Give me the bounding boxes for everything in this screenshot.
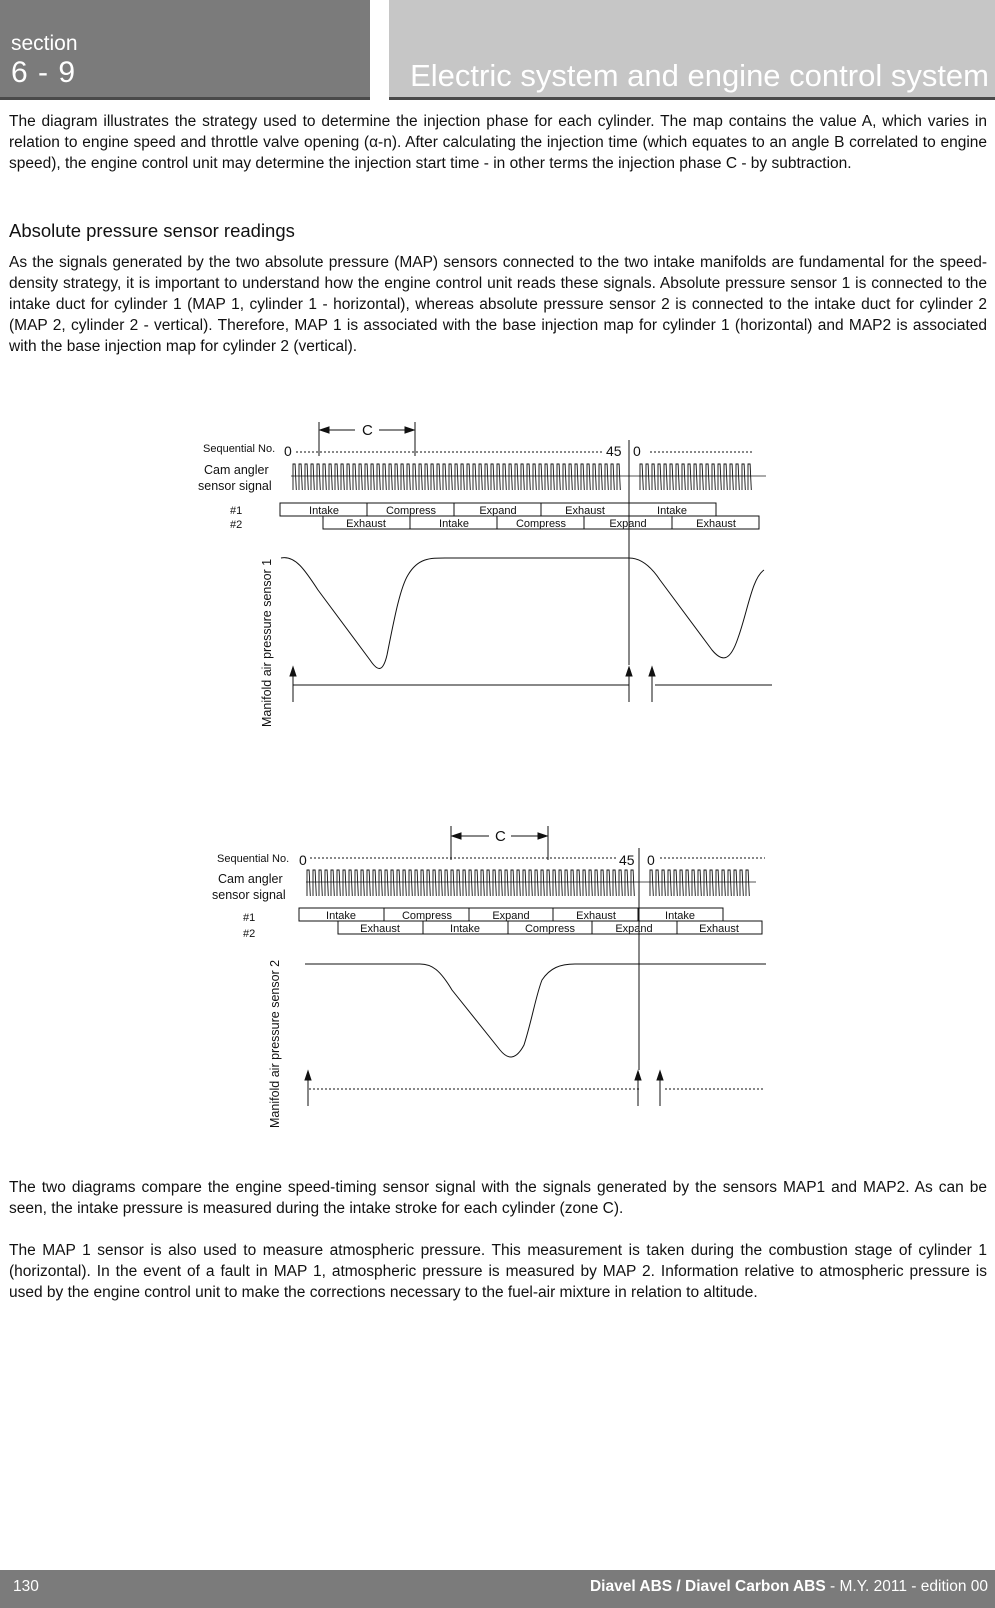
cyl1-stroke-1: Intake	[326, 910, 356, 922]
cyl2-stroke-2: Intake	[450, 923, 480, 935]
cyl1-stroke-2: Compress	[385, 505, 437, 517]
footer-model: Diavel ABS / Diavel Carbon ABS	[589, 1578, 826, 1595]
cam-teeth-group-b	[640, 464, 751, 490]
cam-teeth-group-a	[293, 464, 620, 490]
intro-paragraph: The diagram illustrates the strategy used to determine the injection phase for each cylinder. The map contains the value A, which varies in relation to engine speed and throttle valve opening (α-n). After calculating the injection time (which equates to an angle B correlated to engine speed), the engine control unit may determine the injection start time - in other terms the injection phase C - by subtraction.	[9, 113, 987, 172]
sequence-restart: 0	[647, 852, 655, 868]
cyl2-stroke-4: Expand	[615, 923, 653, 935]
sequential-label: Sequential No.	[217, 853, 290, 865]
footer-edition: - M.Y. 2011 - edition 00	[825, 1578, 988, 1595]
cyl2-stroke-4: Expand	[609, 518, 647, 530]
cyl2-stroke-1: Exhaust	[346, 518, 386, 530]
cyl2-stroke-1: Exhaust	[360, 923, 400, 935]
cam-label-line2: sensor signal	[198, 479, 272, 493]
cyl2-label: #2	[230, 519, 243, 531]
cam-signal-teeth	[640, 464, 751, 490]
sequence-start: 0	[299, 852, 307, 868]
header-rule-right	[389, 97, 995, 100]
cyl1-label: #1	[243, 912, 256, 924]
cam-label-line2: sensor signal	[212, 888, 286, 902]
cam-signal-teeth	[293, 464, 620, 490]
map2-pressure-curve	[305, 964, 766, 1057]
header-rule-left	[0, 97, 370, 100]
sequence-start: 0	[284, 443, 292, 459]
map1-timing-diagram	[0, 410, 995, 740]
cyl1-stroke-2: Compress	[401, 910, 453, 922]
cyl1-stroke-5: Intake	[665, 910, 695, 922]
c-arrowhead-left	[320, 427, 329, 433]
map1-pressure-curve	[281, 558, 764, 669]
cyl2-label: #2	[243, 928, 256, 940]
chapter-title: Electric system and engine control system	[410, 58, 989, 93]
section-heading: Absolute pressure sensor readings	[9, 220, 295, 241]
c-label: C	[362, 422, 373, 439]
cyl2-stroke-5: Exhaust	[699, 923, 739, 935]
map2-axis-label: Manifold air pressure sensor 2	[268, 959, 282, 1128]
atmospheric-paragraph: The MAP 1 sensor is also used to measure atmospheric pressure. This measurement is taken during the combustion stage of cylinder 1 (horizontal). In the event of a fault in MAP 1, atmospheric pressure is measured by MAP 2. Information relative to atmospheric pressure is used by the engine control unit to make the corrections necessary to the fuel-air mixture in relation to altitude.	[9, 1242, 987, 1301]
section-label: section	[11, 32, 78, 55]
sequence-45: 45	[606, 443, 622, 459]
cyl2-stroke-3: Compress	[515, 518, 567, 530]
cam-signal-teeth	[307, 870, 634, 896]
map1-axis-label: Manifold air pressure sensor 1	[260, 558, 274, 727]
footer-model-edition	[590, 1578, 988, 1596]
c-arrowhead-right	[405, 427, 414, 433]
cam-teeth-group-a	[307, 870, 634, 896]
c-arrowhead-left	[452, 833, 461, 839]
c-arrowhead-right	[538, 833, 547, 839]
cyl1-label: #1	[230, 505, 243, 517]
cyl1-stroke-4: Exhaust	[576, 910, 616, 922]
section-header	[0, 0, 370, 100]
cyl1-stroke-3: Expand	[479, 505, 517, 517]
c-label: C	[495, 828, 506, 845]
page-number: 130	[13, 1578, 39, 1595]
cyl2-stroke-5: Exhaust	[696, 518, 736, 530]
section-number: 6 - 9	[11, 56, 77, 89]
cyl1-stroke-4: Exhaust	[565, 505, 605, 517]
cam-teeth-group-b	[650, 870, 749, 896]
cyl2-stroke-2: Intake	[439, 518, 469, 530]
map2-timing-diagram	[0, 820, 995, 1140]
cyl2-stroke-3: Compress	[524, 923, 576, 935]
cyl1-stroke-5: Intake	[657, 505, 687, 517]
cam-signal-teeth	[650, 870, 749, 896]
sequence-45: 45	[619, 852, 635, 868]
cam-label-line1: Cam angler	[204, 463, 269, 477]
cyl1-stroke-1: Intake	[309, 505, 339, 517]
map-paragraph: As the signals generated by the two absolute pressure (MAP) sensors connected to the two intake manifolds are fundamental for the speed-density strategy, it is important to understand how the engine control unit reads these signals. Absolute pressure sensor 1 is connected to the intake duct for cylinder 1 (MAP 1, cylinder 1 - horizontal), whereas absolute pressure sensor 2 is connected to the intake duct for cylinder 2 (MAP 2, cylinder 2 - vertical). Therefore, MAP 1 is associated with the base injection map for cylinder 1 (horizontal) and MAP2 is associated with the base injection map for cylinder 2 (vertical).	[9, 254, 987, 355]
comparison-paragraph: The two diagrams compare the engine speed-timing sensor signal with the signals generated by the sensors MAP1 and MAP2. As can be seen, the intake pressure is measured during the intake stroke for each cylinder (zone C).	[9, 1179, 987, 1217]
sequential-label: Sequential No.	[203, 443, 276, 455]
page-footer	[0, 1570, 995, 1608]
cam-label-line1: Cam angler	[218, 872, 283, 886]
chapter-header	[389, 0, 995, 100]
sequence-restart: 0	[633, 443, 641, 459]
cyl1-stroke-3: Expand	[492, 910, 530, 922]
